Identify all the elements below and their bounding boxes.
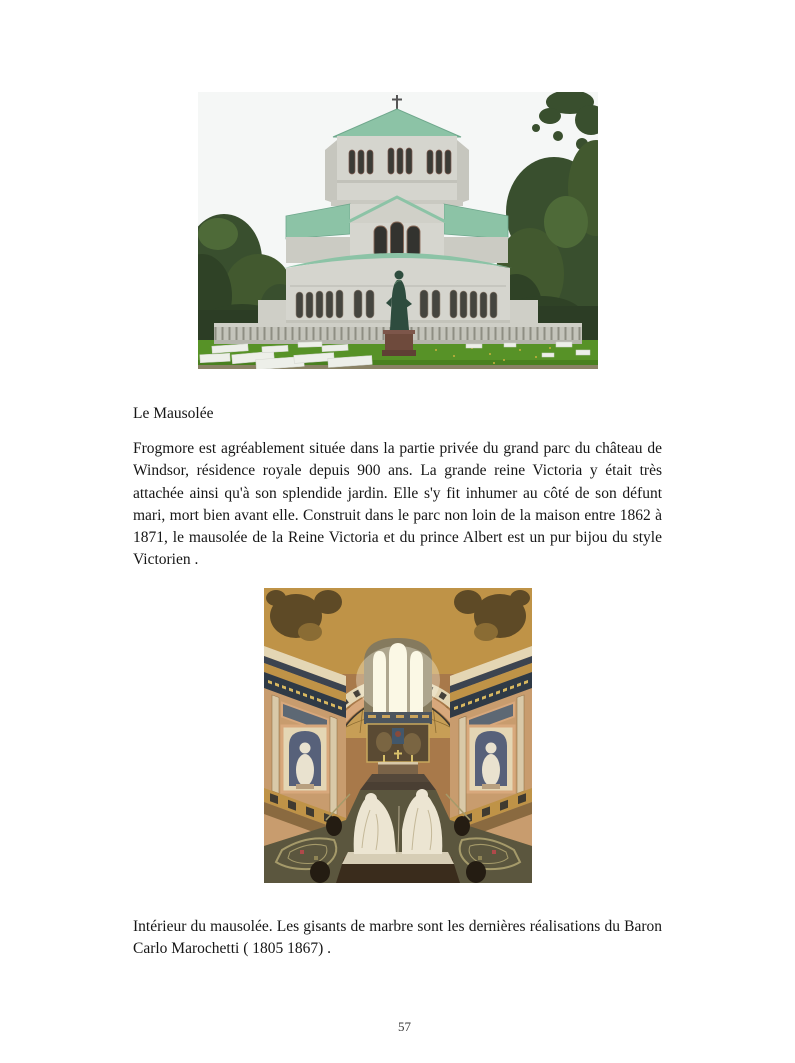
right-wall bbox=[450, 646, 532, 846]
left-wall bbox=[264, 646, 346, 846]
photo-caption: Intérieur du mausolée. Les gisants de marbre sont les dernières réalisations du Baron Carlo Marochetti ( 1805 1867) . bbox=[133, 918, 662, 958]
tower-facet-right bbox=[457, 140, 469, 204]
exterior-photo-graphic bbox=[198, 92, 598, 369]
section-heading: Le Mausolée bbox=[133, 405, 214, 422]
terrace-wall-left bbox=[258, 300, 286, 326]
interior-mausoleum-photo bbox=[264, 588, 532, 883]
left-niche bbox=[282, 726, 328, 792]
right-niche bbox=[468, 726, 514, 792]
tower-facet-left bbox=[325, 140, 337, 204]
body-paragraph: Frogmore est agréablement située dans la partie privée du grand parc du château de Windsor, résidence royale depuis 900 ans. La grande reine Victoria y était très attachée ainsi qu'à son splendide jardin. Elle s'y fit inhumer au côté de son défunt mari, mort bien avant elle. Construit dans le parc non loin de la maison entre 1862 à 1871, le mausolée de la Reine Victoria et du prince Albert est un pur bijou du style Victorien . bbox=[133, 440, 662, 569]
gable-windows bbox=[374, 222, 420, 258]
terrace-wall-right bbox=[510, 300, 538, 326]
window-glow bbox=[356, 646, 440, 714]
interior-photo-graphic bbox=[264, 588, 532, 883]
statue-pedestal bbox=[385, 334, 413, 352]
exterior-mausoleum-photo bbox=[198, 92, 598, 369]
page-number: 57 bbox=[398, 1019, 411, 1034]
